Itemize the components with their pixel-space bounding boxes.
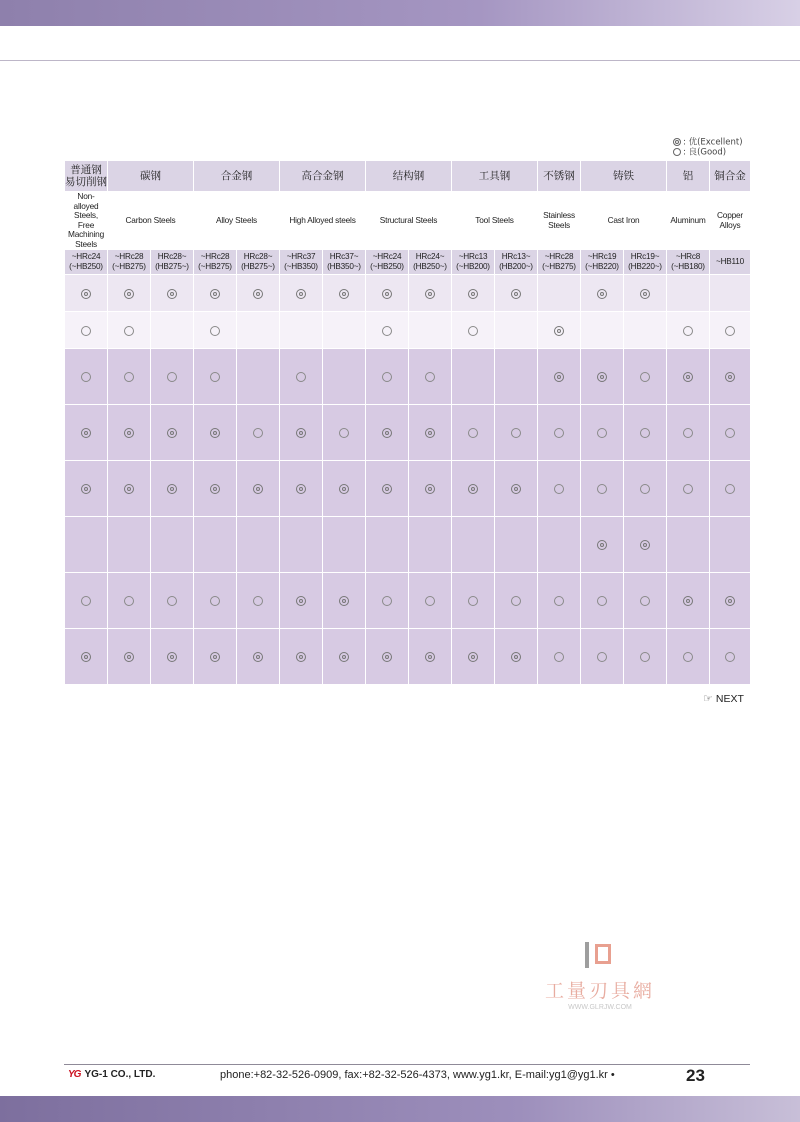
watermark-text: 工量刃具網 bbox=[544, 980, 655, 1002]
rating-cell bbox=[323, 275, 366, 312]
rating-cell bbox=[667, 629, 710, 685]
legend bbox=[673, 138, 743, 158]
rating-cell bbox=[495, 275, 538, 312]
rating-cell bbox=[538, 312, 581, 349]
hardness-cell: ~HRc37 (~HB350) bbox=[280, 250, 323, 275]
rating-cell bbox=[710, 573, 751, 629]
double-circle-icon bbox=[253, 484, 263, 494]
legend-excellent: : 优(Excellent) bbox=[673, 138, 743, 148]
double-circle-icon bbox=[597, 372, 607, 382]
circle-icon bbox=[425, 372, 435, 382]
circle-icon bbox=[81, 372, 91, 382]
watermark-logo-icon bbox=[585, 940, 615, 972]
double-circle-icon bbox=[124, 428, 134, 438]
rating-cell bbox=[108, 349, 151, 405]
double-circle-icon bbox=[339, 596, 349, 606]
rating-cell bbox=[409, 405, 452, 461]
group-en-label: Non- alloyed Steels, Free Machining Steels bbox=[65, 192, 108, 250]
circle-icon bbox=[597, 652, 607, 662]
rating-cell bbox=[710, 461, 751, 517]
double-circle-icon bbox=[683, 596, 693, 606]
rating-cell bbox=[323, 405, 366, 461]
double-circle-icon bbox=[81, 289, 91, 299]
rating-cell bbox=[280, 312, 323, 349]
double-circle-icon bbox=[339, 484, 349, 494]
double-circle-icon bbox=[167, 428, 177, 438]
hardness-cell: ~HRc19 (~HB220) bbox=[581, 250, 624, 275]
rating-cell bbox=[624, 629, 667, 685]
rating-cell bbox=[108, 573, 151, 629]
rating-cell bbox=[237, 405, 280, 461]
circle-icon bbox=[725, 652, 735, 662]
rating-cell bbox=[65, 461, 108, 517]
group-cn-label: 碳钢 bbox=[108, 161, 194, 192]
rating-cell bbox=[194, 573, 237, 629]
circle-icon bbox=[210, 596, 220, 606]
double-circle-icon bbox=[554, 372, 564, 382]
circle-icon bbox=[597, 484, 607, 494]
rating-cell bbox=[108, 461, 151, 517]
header-band bbox=[0, 0, 800, 26]
rating-cell bbox=[65, 275, 108, 312]
rating-cell bbox=[581, 461, 624, 517]
double-circle-icon bbox=[210, 484, 220, 494]
rating-cell bbox=[237, 275, 280, 312]
hardness-row bbox=[65, 250, 751, 275]
circle-icon bbox=[81, 326, 91, 336]
circle-icon bbox=[253, 596, 263, 606]
double-circle-icon bbox=[167, 652, 177, 662]
rating-cell bbox=[65, 349, 108, 405]
double-circle-icon bbox=[124, 289, 134, 299]
rating-cell bbox=[65, 573, 108, 629]
pointing-hand-icon: ☞ bbox=[703, 693, 713, 705]
rating-cell bbox=[495, 312, 538, 349]
rating-cell bbox=[194, 517, 237, 573]
rating-cell bbox=[108, 629, 151, 685]
yg-logo: YG bbox=[68, 1069, 81, 1080]
rating-cell bbox=[624, 349, 667, 405]
rating-cell bbox=[452, 349, 495, 405]
circle-icon bbox=[683, 326, 693, 336]
group-cn-label: 普通钢 易切削钢 bbox=[65, 161, 108, 192]
rating-cell bbox=[194, 405, 237, 461]
rating-cell bbox=[538, 405, 581, 461]
circle-icon bbox=[511, 428, 521, 438]
rating-cell bbox=[366, 275, 409, 312]
double-circle-icon bbox=[253, 652, 263, 662]
rating-cell bbox=[108, 312, 151, 349]
double-circle-icon bbox=[673, 138, 681, 146]
double-circle-icon bbox=[81, 652, 91, 662]
double-circle-icon bbox=[597, 540, 607, 550]
group-en-label: Alloy Steels bbox=[194, 192, 280, 250]
rating-cell bbox=[366, 461, 409, 517]
double-circle-icon bbox=[81, 428, 91, 438]
rating-cell bbox=[194, 629, 237, 685]
group-cn-label: 结构钢 bbox=[366, 161, 452, 192]
rating-cell bbox=[323, 573, 366, 629]
double-circle-icon bbox=[210, 652, 220, 662]
double-circle-icon bbox=[511, 652, 521, 662]
double-circle-icon bbox=[124, 652, 134, 662]
rating-cell bbox=[624, 405, 667, 461]
double-circle-icon bbox=[296, 289, 306, 299]
contact-info: phone:+82-32-526-0909, fax:+82-32-526-4373, www.yg1.kr, E-mail:yg1@yg1.kr • bbox=[220, 1069, 615, 1081]
rating-cell bbox=[237, 629, 280, 685]
rating-cell bbox=[65, 405, 108, 461]
watermark bbox=[530, 940, 670, 1011]
rating-cell bbox=[151, 275, 194, 312]
rating-cell bbox=[65, 517, 108, 573]
rating-cell bbox=[280, 349, 323, 405]
table-row bbox=[65, 461, 751, 517]
rating-cell bbox=[151, 405, 194, 461]
hardness-cell: ~HRc28 (~HB275) bbox=[538, 250, 581, 275]
double-circle-icon bbox=[382, 652, 392, 662]
circle-icon bbox=[725, 484, 735, 494]
group-en-label: Cast Iron bbox=[581, 192, 667, 250]
rating-cell bbox=[495, 517, 538, 573]
rating-cell bbox=[624, 517, 667, 573]
circle-icon bbox=[210, 372, 220, 382]
group-en-label: Structural Steels bbox=[366, 192, 452, 250]
double-circle-icon bbox=[382, 484, 392, 494]
double-circle-icon bbox=[167, 484, 177, 494]
rating-cell bbox=[452, 573, 495, 629]
double-circle-icon bbox=[597, 289, 607, 299]
rating-cell bbox=[624, 573, 667, 629]
hardness-cell: ~HRc24 (~HB250) bbox=[65, 250, 108, 275]
double-circle-icon bbox=[253, 289, 263, 299]
rating-cell bbox=[624, 275, 667, 312]
rating-cell bbox=[409, 629, 452, 685]
rating-cell bbox=[237, 517, 280, 573]
circle-icon bbox=[468, 326, 478, 336]
rating-cell bbox=[151, 349, 194, 405]
rating-cell bbox=[710, 349, 751, 405]
watermark-url: WWW.GLRJW.COM bbox=[568, 1004, 632, 1011]
rating-cell bbox=[710, 517, 751, 573]
rating-cell bbox=[495, 405, 538, 461]
rating-cell bbox=[710, 629, 751, 685]
circle-icon bbox=[554, 596, 564, 606]
rating-cell bbox=[452, 405, 495, 461]
circle-icon bbox=[339, 428, 349, 438]
rating-cell bbox=[323, 349, 366, 405]
double-circle-icon bbox=[425, 652, 435, 662]
rating-cell bbox=[194, 275, 237, 312]
circle-icon bbox=[640, 484, 650, 494]
double-circle-icon bbox=[640, 540, 650, 550]
rating-cell bbox=[366, 573, 409, 629]
circle-icon bbox=[382, 596, 392, 606]
table-row bbox=[65, 405, 751, 461]
rating-cell bbox=[538, 573, 581, 629]
double-circle-icon bbox=[511, 484, 521, 494]
double-circle-icon bbox=[725, 372, 735, 382]
legend-good: : 良(Good) bbox=[673, 148, 743, 158]
rating-cell bbox=[108, 275, 151, 312]
rating-cell bbox=[65, 312, 108, 349]
hardness-cell: ~HRc13 (~HB200) bbox=[452, 250, 495, 275]
rating-cell bbox=[280, 275, 323, 312]
rating-cell bbox=[108, 405, 151, 461]
table-row bbox=[65, 573, 751, 629]
circle-icon bbox=[382, 326, 392, 336]
rating-cell bbox=[108, 517, 151, 573]
hardness-cell: HRc28~ (HB275~) bbox=[151, 250, 194, 275]
page-number: 23 bbox=[686, 1066, 705, 1085]
table-row bbox=[65, 312, 751, 349]
rating-cell bbox=[495, 349, 538, 405]
rating-cell bbox=[151, 461, 194, 517]
rating-cell bbox=[495, 461, 538, 517]
rating-cell bbox=[237, 461, 280, 517]
double-circle-icon bbox=[640, 289, 650, 299]
rating-cell bbox=[366, 312, 409, 349]
group-en-label: Carbon Steels bbox=[108, 192, 194, 250]
group-en-label: Copper Alloys bbox=[710, 192, 751, 250]
double-circle-icon bbox=[296, 652, 306, 662]
group-en-label: High Alloyed steels bbox=[280, 192, 366, 250]
rating-cell bbox=[452, 629, 495, 685]
group-cn-label: 铝 bbox=[667, 161, 710, 192]
circle-icon bbox=[124, 326, 134, 336]
rating-cell bbox=[538, 349, 581, 405]
rating-cell bbox=[237, 312, 280, 349]
hardness-cell: ~HRc28 (~HB275) bbox=[194, 250, 237, 275]
double-circle-icon bbox=[511, 289, 521, 299]
circle-icon bbox=[640, 372, 650, 382]
circle-icon bbox=[167, 372, 177, 382]
table-row bbox=[65, 349, 751, 405]
table-row bbox=[65, 275, 751, 312]
rating-cell bbox=[366, 349, 409, 405]
circle-icon bbox=[725, 326, 735, 336]
table-row bbox=[65, 517, 751, 573]
rating-cell bbox=[581, 629, 624, 685]
circle-icon bbox=[468, 596, 478, 606]
rating-cell bbox=[237, 349, 280, 405]
circle-icon bbox=[640, 428, 650, 438]
hardness-cell: HRc13~ (HB200~) bbox=[495, 250, 538, 275]
group-en-label: Stainless Steels bbox=[538, 192, 581, 250]
rating-cell bbox=[280, 517, 323, 573]
rating-cell bbox=[538, 461, 581, 517]
rating-cell bbox=[409, 461, 452, 517]
rating-cell bbox=[323, 461, 366, 517]
circle-icon bbox=[124, 596, 134, 606]
header-row-en bbox=[65, 192, 751, 250]
rating-cell bbox=[151, 629, 194, 685]
hardness-cell: ~HB110 bbox=[710, 250, 751, 275]
double-circle-icon bbox=[167, 289, 177, 299]
rating-cell bbox=[409, 573, 452, 629]
rating-cell bbox=[151, 573, 194, 629]
next-link[interactable]: ☞ NEXT bbox=[703, 693, 744, 705]
circle-icon bbox=[253, 428, 263, 438]
rating-cell bbox=[280, 461, 323, 517]
double-circle-icon bbox=[210, 428, 220, 438]
circle-icon bbox=[725, 428, 735, 438]
double-circle-icon bbox=[382, 289, 392, 299]
group-en-label: Aluminum bbox=[667, 192, 710, 250]
double-circle-icon bbox=[554, 326, 564, 336]
circle-icon bbox=[683, 428, 693, 438]
double-circle-icon bbox=[468, 289, 478, 299]
group-cn-label: 不锈钢 bbox=[538, 161, 581, 192]
circle-icon bbox=[640, 652, 650, 662]
group-cn-label: 合金钢 bbox=[194, 161, 280, 192]
circle-icon bbox=[597, 428, 607, 438]
rating-cell bbox=[667, 461, 710, 517]
rating-cell bbox=[710, 405, 751, 461]
circle-icon bbox=[167, 596, 177, 606]
circle-icon bbox=[425, 596, 435, 606]
rating-cell bbox=[280, 405, 323, 461]
rating-cell bbox=[581, 517, 624, 573]
rating-cell bbox=[194, 312, 237, 349]
rating-cell bbox=[667, 312, 710, 349]
rating-cell bbox=[280, 629, 323, 685]
double-circle-icon bbox=[210, 289, 220, 299]
rating-cell bbox=[581, 312, 624, 349]
double-circle-icon bbox=[425, 428, 435, 438]
double-circle-icon bbox=[81, 484, 91, 494]
rating-cell bbox=[409, 275, 452, 312]
circle-icon bbox=[673, 148, 681, 156]
rating-cell bbox=[710, 312, 751, 349]
rating-cell bbox=[151, 517, 194, 573]
double-circle-icon bbox=[296, 428, 306, 438]
circle-icon bbox=[597, 596, 607, 606]
rating-cell bbox=[452, 312, 495, 349]
table-row bbox=[65, 629, 751, 685]
rating-cell bbox=[280, 573, 323, 629]
circle-icon bbox=[511, 596, 521, 606]
hardness-cell: HRc37~ (HB350~) bbox=[323, 250, 366, 275]
rating-cell bbox=[194, 461, 237, 517]
group-cn-label: 铸铁 bbox=[581, 161, 667, 192]
hardness-cell: ~HRc28 (~HB275) bbox=[108, 250, 151, 275]
group-cn-label: 铜合金 bbox=[710, 161, 751, 192]
company-name: YG YG-1 CO., LTD. bbox=[68, 1069, 156, 1080]
circle-icon bbox=[124, 372, 134, 382]
rating-cell bbox=[581, 405, 624, 461]
circle-icon bbox=[382, 372, 392, 382]
hardness-cell: HRc24~ (HB250~) bbox=[409, 250, 452, 275]
footer-rule bbox=[64, 1064, 750, 1065]
double-circle-icon bbox=[425, 289, 435, 299]
rating-cell bbox=[323, 629, 366, 685]
double-circle-icon bbox=[468, 652, 478, 662]
header-row-cn bbox=[65, 161, 751, 192]
rating-cell bbox=[581, 573, 624, 629]
rating-cell bbox=[495, 629, 538, 685]
double-circle-icon bbox=[468, 484, 478, 494]
rating-cell bbox=[409, 349, 452, 405]
rating-cell bbox=[366, 405, 409, 461]
rating-cell bbox=[624, 461, 667, 517]
group-cn-label: 高合金钢 bbox=[280, 161, 366, 192]
circle-icon bbox=[210, 326, 220, 336]
double-circle-icon bbox=[683, 372, 693, 382]
rating-cell bbox=[452, 461, 495, 517]
material-table bbox=[64, 160, 751, 685]
footer-band bbox=[0, 1096, 800, 1122]
hardness-cell: HRc19~ (HB220~) bbox=[624, 250, 667, 275]
double-circle-icon bbox=[382, 428, 392, 438]
hardness-cell: HRc28~ (HB275~) bbox=[237, 250, 280, 275]
rating-cell bbox=[710, 275, 751, 312]
rating-cell bbox=[667, 275, 710, 312]
rating-cell bbox=[538, 517, 581, 573]
rating-cell bbox=[495, 573, 538, 629]
rating-cell bbox=[409, 312, 452, 349]
rating-cell bbox=[581, 349, 624, 405]
rating-cell bbox=[581, 275, 624, 312]
rating-cell bbox=[323, 517, 366, 573]
rating-cell bbox=[409, 517, 452, 573]
circle-icon bbox=[468, 428, 478, 438]
rating-cell bbox=[452, 275, 495, 312]
rating-cell bbox=[538, 629, 581, 685]
group-cn-label: 工具钢 bbox=[452, 161, 538, 192]
hardness-cell: ~HRc24 (~HB250) bbox=[366, 250, 409, 275]
hardness-cell: ~HRc8 (~HB180) bbox=[667, 250, 710, 275]
circle-icon bbox=[683, 652, 693, 662]
double-circle-icon bbox=[124, 484, 134, 494]
rating-cell bbox=[667, 517, 710, 573]
rating-cell bbox=[452, 517, 495, 573]
rating-cell bbox=[667, 405, 710, 461]
circle-icon bbox=[640, 596, 650, 606]
rating-cell bbox=[667, 349, 710, 405]
rating-cell bbox=[538, 275, 581, 312]
rating-cell bbox=[194, 349, 237, 405]
rating-cell bbox=[366, 629, 409, 685]
double-circle-icon bbox=[339, 652, 349, 662]
circle-icon bbox=[683, 484, 693, 494]
circle-icon bbox=[554, 652, 564, 662]
rating-cell bbox=[237, 573, 280, 629]
header-rule bbox=[0, 60, 800, 61]
circle-icon bbox=[554, 428, 564, 438]
double-circle-icon bbox=[725, 596, 735, 606]
rating-cell bbox=[65, 629, 108, 685]
group-en-label: Tool Steels bbox=[452, 192, 538, 250]
double-circle-icon bbox=[296, 484, 306, 494]
circle-icon bbox=[81, 596, 91, 606]
rating-cell bbox=[366, 517, 409, 573]
rating-cell bbox=[323, 312, 366, 349]
rating-cell bbox=[151, 312, 194, 349]
double-circle-icon bbox=[425, 484, 435, 494]
rating-cell bbox=[624, 312, 667, 349]
circle-icon bbox=[554, 484, 564, 494]
double-circle-icon bbox=[339, 289, 349, 299]
rating-cell bbox=[667, 573, 710, 629]
circle-icon bbox=[296, 372, 306, 382]
double-circle-icon bbox=[296, 596, 306, 606]
